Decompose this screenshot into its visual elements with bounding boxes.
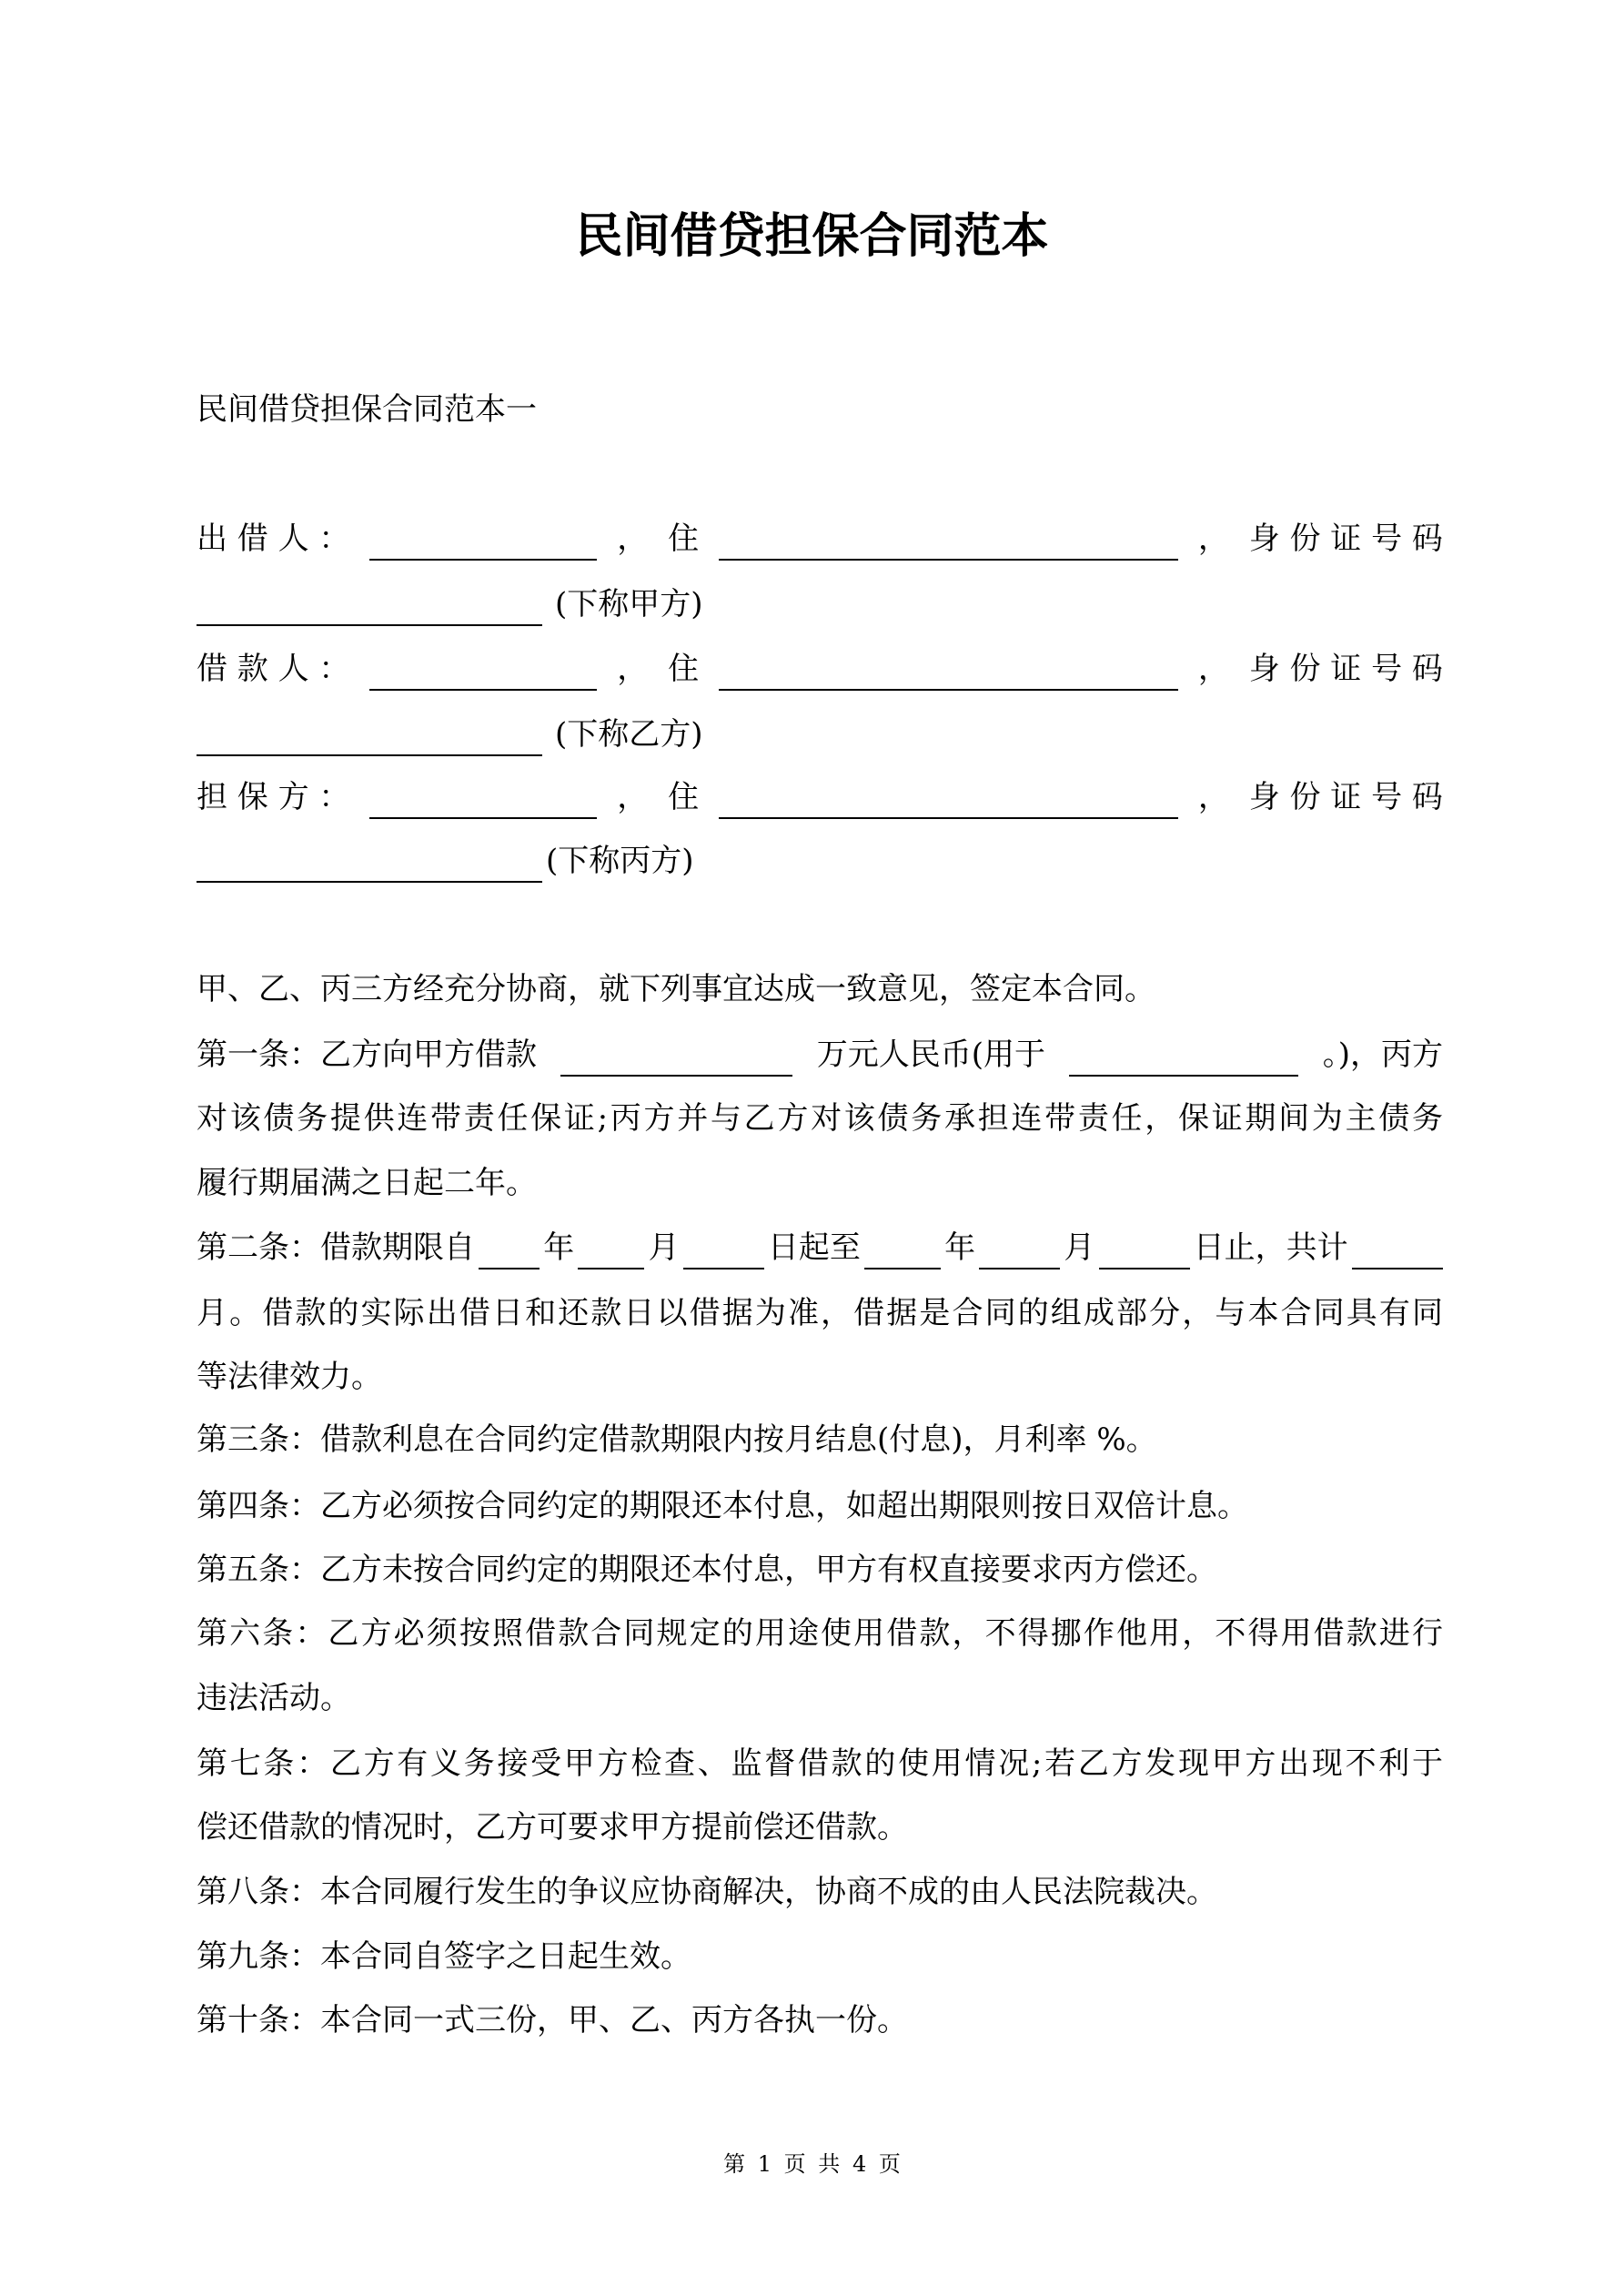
clause-9: 第九条：本合同自签字之日起生效。 xyxy=(197,1938,691,1975)
comma: ， xyxy=(617,651,649,687)
party-lender-line xyxy=(197,507,1443,571)
clause-text: 日止，共计 xyxy=(1193,1229,1348,1266)
party-borrower-line-2 xyxy=(197,703,1443,766)
clause-7-line-2: 偿还借款的情况时，乙方可要求甲方提前偿还借款。 xyxy=(197,1809,908,1846)
id-number-label: 身 份 证 号 码 xyxy=(1248,651,1443,687)
clause-1-line-1 xyxy=(197,1023,1443,1087)
clause-5: 第五条：乙方未按合同约定的期限还本付息，甲方有权直接要求丙方偿还。 xyxy=(197,1552,1217,1588)
page-number-footer: 第 1 页 共 4 页 xyxy=(723,2151,901,2177)
clause-1-line-2: 对该债务提供连带责任保证;丙方并与乙方对该债务承担连带责任，保证期间为主债务 xyxy=(197,1100,1443,1137)
clause-2-line-1 xyxy=(197,1216,1443,1279)
party-alias: (下称丙方) xyxy=(546,843,694,879)
borrower-id-blank[interactable] xyxy=(197,713,542,756)
end-year-blank[interactable] xyxy=(864,1226,941,1269)
address-label: 住 xyxy=(668,521,700,557)
party-borrower-line xyxy=(197,637,1443,701)
clause-text: 万元人民币(用于 xyxy=(816,1037,1045,1073)
address-label: 住 xyxy=(668,779,700,815)
intro-paragraph: 甲、乙、丙三方经充分协商，就下列事宜达成一致意见，签定本合同。 xyxy=(197,971,1155,1007)
party-guarantor-line-2 xyxy=(197,829,1443,893)
clause-8: 第八条：本合同履行发生的争议应协商解决，协商不成的由人民法院裁决。 xyxy=(197,1874,1217,1910)
party-label: 担 保 方 ： xyxy=(197,779,350,815)
party-guarantor-line xyxy=(197,765,1443,829)
guarantor-address-blank[interactable] xyxy=(719,775,1178,819)
comma: ， xyxy=(617,779,649,815)
borrower-address-blank[interactable] xyxy=(719,647,1178,691)
clause-6-line-2: 违法活动。 xyxy=(197,1680,351,1716)
party-alias: (下称乙方) xyxy=(555,716,703,753)
clause-text: 第一条：乙方向甲方借款 xyxy=(197,1037,537,1073)
clause-text: 月 xyxy=(1064,1229,1095,1266)
party-lender-line-2 xyxy=(197,572,1443,636)
clause-7-line-1: 第七条：乙方有义务接受甲方检查、监督借款的使用情况;若乙方发现甲方出现不利于 xyxy=(197,1745,1443,1782)
clause-text: 年 xyxy=(944,1229,976,1266)
end-day-blank[interactable] xyxy=(1099,1226,1190,1269)
guarantor-id-blank[interactable] xyxy=(197,839,542,883)
comma: ， xyxy=(1197,521,1229,557)
loan-purpose-blank[interactable] xyxy=(1069,1033,1298,1077)
clause-10: 第十条：本合同一式三份，甲、乙、丙方各执一份。 xyxy=(197,2002,908,2038)
clause-text: 。)，丙方 xyxy=(1322,1037,1443,1073)
clause-text: 月 xyxy=(648,1229,680,1266)
comma: ， xyxy=(617,521,649,557)
clause-text: 第二条：借款期限自 xyxy=(197,1229,475,1266)
comma: ， xyxy=(1197,779,1229,815)
clause-2-line-3: 等法律效力。 xyxy=(197,1359,382,1395)
clause-text: 日起至 xyxy=(767,1229,861,1266)
comma: ， xyxy=(1197,651,1229,687)
section-subtitle: 民间借贷担保合同范本一 xyxy=(197,391,537,428)
id-number-label: 身 份 证 号 码 xyxy=(1248,779,1443,815)
lender-name-blank[interactable] xyxy=(369,517,597,561)
end-month-blank[interactable] xyxy=(979,1226,1060,1269)
party-label: 出 借 人 ： xyxy=(197,521,350,557)
clause-6-line-1: 第六条：乙方必须按照借款合同规定的用途使用借款，不得挪作他用，不得用借款进行 xyxy=(197,1615,1443,1652)
document-title: 民间借贷担保合同范本 xyxy=(575,208,1049,264)
party-alias: (下称甲方) xyxy=(555,586,703,622)
clause-2-line-2: 月。借款的实际出借日和还款日以借据为准，借据是合同的组成部分，与本合同具有同 xyxy=(197,1295,1443,1331)
lender-address-blank[interactable] xyxy=(719,517,1178,561)
address-label: 住 xyxy=(668,651,700,687)
lender-id-blank[interactable] xyxy=(197,582,542,626)
total-months-blank[interactable] xyxy=(1352,1226,1443,1269)
guarantor-name-blank[interactable] xyxy=(369,775,597,819)
clause-text: 年 xyxy=(543,1229,575,1266)
start-year-blank[interactable] xyxy=(479,1226,540,1269)
start-day-blank[interactable] xyxy=(683,1226,764,1269)
loan-amount-blank[interactable] xyxy=(560,1033,792,1077)
clause-3: 第三条：借款利息在合同约定借款期限内按月结息(付息)，月利率 %。 xyxy=(197,1421,1157,1458)
start-month-blank[interactable] xyxy=(578,1226,644,1269)
party-label: 借 款 人 ： xyxy=(197,651,350,687)
id-number-label: 身 份 证 号 码 xyxy=(1248,521,1443,557)
clause-1-line-3: 履行期届满之日起二年。 xyxy=(197,1165,537,1201)
borrower-name-blank[interactable] xyxy=(369,647,597,691)
clause-4: 第四条：乙方必须按合同约定的期限还本付息，如超出期限则按日双倍计息。 xyxy=(197,1488,1248,1524)
